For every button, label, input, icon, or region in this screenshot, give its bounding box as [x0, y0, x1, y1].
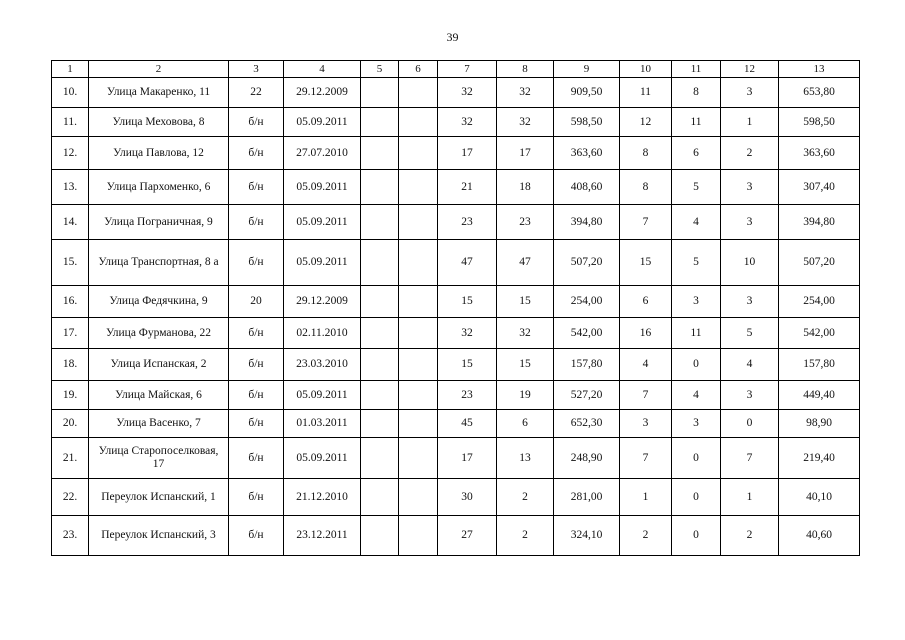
- table-cell: 542,00: [554, 318, 620, 349]
- table-row: [52, 410, 860, 438]
- table-cell: 3: [721, 205, 779, 240]
- table-cell: 23.03.2010: [284, 349, 361, 381]
- table-cell: 21.12.2010: [284, 479, 361, 516]
- table-cell: 5: [672, 240, 721, 286]
- table-cell: 01.03.2011: [284, 410, 361, 438]
- table-cell: 3: [672, 286, 721, 318]
- table-cell: 507,20: [779, 240, 860, 286]
- table-cell: 0: [721, 410, 779, 438]
- table-cell: 23: [438, 205, 497, 240]
- page-number: 39: [446, 30, 459, 44]
- table-cell: б/н: [229, 318, 284, 349]
- table-cell: [399, 170, 438, 205]
- table-cell: 11: [672, 108, 721, 137]
- table-cell: 8: [672, 78, 721, 108]
- housing-registry-table: [51, 60, 860, 556]
- table-cell: [399, 286, 438, 318]
- table-row: [52, 240, 860, 286]
- table-cell: 363,60: [779, 137, 860, 170]
- table-cell: 1: [620, 479, 672, 516]
- table-cell: 2: [497, 516, 554, 556]
- table-cell: [361, 516, 399, 556]
- table-cell: 0: [672, 349, 721, 381]
- table-cell: б/н: [229, 381, 284, 410]
- table-cell: 32: [497, 108, 554, 137]
- table-cell: 2: [497, 479, 554, 516]
- table-cell: 254,00: [779, 286, 860, 318]
- address-cell: Переулок Испанский, 1: [89, 479, 229, 516]
- table-cell: 21: [438, 170, 497, 205]
- table-cell: 98,90: [779, 410, 860, 438]
- address-cell: Улица Федячкина, 9: [89, 286, 229, 318]
- table-cell: 3: [721, 286, 779, 318]
- table-cell: 3: [620, 410, 672, 438]
- table-cell: 248,90: [554, 438, 620, 479]
- table-cell: 0: [672, 479, 721, 516]
- table-cell: 05.09.2011: [284, 381, 361, 410]
- address-cell: Улица Транспортная, 8 а: [89, 240, 229, 286]
- table-cell: 30: [438, 479, 497, 516]
- table-cell: 8: [620, 170, 672, 205]
- table-cell: б/н: [229, 108, 284, 137]
- table-cell: [361, 108, 399, 137]
- table-cell: 17: [497, 137, 554, 170]
- table-cell: 13: [497, 438, 554, 479]
- table-cell: 15: [620, 240, 672, 286]
- table-cell: [361, 240, 399, 286]
- table-cell: 12: [620, 108, 672, 137]
- table-cell: 05.09.2011: [284, 438, 361, 479]
- table-cell: 23.: [52, 516, 89, 556]
- column-header: 12: [721, 61, 779, 78]
- table-cell: [399, 205, 438, 240]
- table-cell: б/н: [229, 205, 284, 240]
- table-cell: б/н: [229, 410, 284, 438]
- table-cell: 7: [620, 438, 672, 479]
- table-cell: 21.: [52, 438, 89, 479]
- table-cell: 1: [721, 479, 779, 516]
- table-cell: б/н: [229, 516, 284, 556]
- table-cell: 7: [620, 205, 672, 240]
- table-cell: 19: [497, 381, 554, 410]
- table-cell: 598,50: [554, 108, 620, 137]
- table-cell: б/н: [229, 137, 284, 170]
- table-cell: [399, 137, 438, 170]
- table-cell: [361, 410, 399, 438]
- table-cell: 652,30: [554, 410, 620, 438]
- table-cell: 18: [497, 170, 554, 205]
- table-cell: 11.: [52, 108, 89, 137]
- column-header: 13: [779, 61, 860, 78]
- column-header: 6: [399, 61, 438, 78]
- address-cell: Улица Испанская, 2: [89, 349, 229, 381]
- table-cell: 17.: [52, 318, 89, 349]
- column-header: 10: [620, 61, 672, 78]
- table-cell: 32: [497, 78, 554, 108]
- table-cell: 10.: [52, 78, 89, 108]
- table-cell: 2: [721, 516, 779, 556]
- address-cell: Улица Майская, 6: [89, 381, 229, 410]
- table-cell: 2: [721, 137, 779, 170]
- table-cell: 157,80: [779, 349, 860, 381]
- table-row: [52, 349, 860, 381]
- table-row: [52, 108, 860, 137]
- table-cell: [361, 205, 399, 240]
- table-cell: 15: [497, 349, 554, 381]
- table-cell: б/н: [229, 479, 284, 516]
- column-header: 11: [672, 61, 721, 78]
- table-cell: 29.12.2009: [284, 78, 361, 108]
- table-cell: 19.: [52, 381, 89, 410]
- table-cell: 29.12.2009: [284, 286, 361, 318]
- address-cell: Улица Старопоселковая, 17: [89, 438, 229, 479]
- table-cell: 3: [672, 410, 721, 438]
- table-cell: 15.: [52, 240, 89, 286]
- table-cell: 527,20: [554, 381, 620, 410]
- table-cell: б/н: [229, 349, 284, 381]
- table-cell: 3: [721, 170, 779, 205]
- table-cell: 3: [721, 78, 779, 108]
- table-cell: 12.: [52, 137, 89, 170]
- table-cell: 0: [672, 438, 721, 479]
- column-header: 7: [438, 61, 497, 78]
- table-cell: [361, 349, 399, 381]
- table-cell: 4: [620, 349, 672, 381]
- address-cell: Переулок Испанский, 3: [89, 516, 229, 556]
- table-cell: 18.: [52, 349, 89, 381]
- table-cell: 27: [438, 516, 497, 556]
- table-cell: [399, 479, 438, 516]
- table-cell: [399, 349, 438, 381]
- column-header: 8: [497, 61, 554, 78]
- table-cell: [361, 318, 399, 349]
- table-cell: 6: [620, 286, 672, 318]
- table-cell: 4: [721, 349, 779, 381]
- table-cell: [399, 78, 438, 108]
- table-cell: 0: [672, 516, 721, 556]
- table-cell: 47: [438, 240, 497, 286]
- table-cell: 32: [438, 108, 497, 137]
- table-row: [52, 516, 860, 556]
- table-cell: [399, 516, 438, 556]
- table-cell: 1: [721, 108, 779, 137]
- table-cell: 22.: [52, 479, 89, 516]
- table-cell: 40,10: [779, 479, 860, 516]
- table-cell: 909,50: [554, 78, 620, 108]
- table-cell: 157,80: [554, 349, 620, 381]
- address-cell: Улица Макаренко, 11: [89, 78, 229, 108]
- table-row: [52, 137, 860, 170]
- table-cell: 17: [438, 438, 497, 479]
- table-row: [52, 78, 860, 108]
- table-cell: 5: [672, 170, 721, 205]
- table-cell: 2: [620, 516, 672, 556]
- table-cell: 5: [721, 318, 779, 349]
- table-cell: 6: [497, 410, 554, 438]
- table-cell: 653,80: [779, 78, 860, 108]
- table-cell: 542,00: [779, 318, 860, 349]
- table-cell: 219,40: [779, 438, 860, 479]
- table-cell: 598,50: [779, 108, 860, 137]
- column-header: 4: [284, 61, 361, 78]
- table-cell: 10: [721, 240, 779, 286]
- table-cell: 11: [620, 78, 672, 108]
- column-header: 9: [554, 61, 620, 78]
- table-cell: 11: [672, 318, 721, 349]
- column-header: 1: [52, 61, 89, 78]
- table-row: [52, 170, 860, 205]
- table-cell: 307,40: [779, 170, 860, 205]
- table-cell: 3: [721, 381, 779, 410]
- table-cell: 281,00: [554, 479, 620, 516]
- table-cell: 32: [497, 318, 554, 349]
- table-cell: 15: [438, 349, 497, 381]
- table-cell: 449,40: [779, 381, 860, 410]
- table-cell: 16.: [52, 286, 89, 318]
- table-cell: [399, 240, 438, 286]
- table-cell: 507,20: [554, 240, 620, 286]
- table-row: [52, 381, 860, 410]
- table-cell: 408,60: [554, 170, 620, 205]
- table-cell: 4: [672, 381, 721, 410]
- table-cell: 47: [497, 240, 554, 286]
- table-cell: 254,00: [554, 286, 620, 318]
- table-cell: 394,80: [554, 205, 620, 240]
- table-cell: 363,60: [554, 137, 620, 170]
- table-cell: 6: [672, 137, 721, 170]
- address-cell: Улица Васенко, 7: [89, 410, 229, 438]
- table-cell: 45: [438, 410, 497, 438]
- table-cell: 7: [721, 438, 779, 479]
- column-header: 2: [89, 61, 229, 78]
- table-cell: 23.12.2011: [284, 516, 361, 556]
- table-cell: б/н: [229, 438, 284, 479]
- table-cell: [399, 381, 438, 410]
- table-row: [52, 479, 860, 516]
- table-cell: [361, 170, 399, 205]
- table-cell: 14.: [52, 205, 89, 240]
- table-cell: [399, 108, 438, 137]
- table-row: [52, 438, 860, 479]
- address-cell: Улица Павлова, 12: [89, 137, 229, 170]
- table-cell: б/н: [229, 240, 284, 286]
- table-cell: [361, 479, 399, 516]
- table-cell: 7: [620, 381, 672, 410]
- table-row: [52, 318, 860, 349]
- table-cell: 394,80: [779, 205, 860, 240]
- table-cell: [361, 438, 399, 479]
- column-header: 3: [229, 61, 284, 78]
- table-cell: 02.11.2010: [284, 318, 361, 349]
- table-cell: 20.: [52, 410, 89, 438]
- table-cell: [361, 137, 399, 170]
- table-cell: 32: [438, 78, 497, 108]
- table-cell: 23: [497, 205, 554, 240]
- table-cell: 05.09.2011: [284, 170, 361, 205]
- address-cell: Улица Пограничная, 9: [89, 205, 229, 240]
- table-cell: [361, 381, 399, 410]
- table-cell: 16: [620, 318, 672, 349]
- table-cell: 05.09.2011: [284, 108, 361, 137]
- table-cell: [399, 318, 438, 349]
- address-cell: Улица Фурманова, 22: [89, 318, 229, 349]
- address-cell: Улица Меховова, 8: [89, 108, 229, 137]
- table-cell: 4: [672, 205, 721, 240]
- table-cell: 05.09.2011: [284, 240, 361, 286]
- table-cell: 15: [497, 286, 554, 318]
- table-cell: 20: [229, 286, 284, 318]
- table-cell: 17: [438, 137, 497, 170]
- header-row: [52, 61, 860, 78]
- table-cell: 40,60: [779, 516, 860, 556]
- table-row: [52, 286, 860, 318]
- table-cell: 324,10: [554, 516, 620, 556]
- table-cell: [399, 410, 438, 438]
- table-cell: [399, 438, 438, 479]
- table-cell: б/н: [229, 170, 284, 205]
- table-cell: 32: [438, 318, 497, 349]
- table-cell: 23: [438, 381, 497, 410]
- table-cell: 27.07.2010: [284, 137, 361, 170]
- address-cell: Улица Пархоменко, 6: [89, 170, 229, 205]
- table-cell: [361, 286, 399, 318]
- table-cell: 15: [438, 286, 497, 318]
- column-header: 5: [361, 61, 399, 78]
- table-cell: 05.09.2011: [284, 205, 361, 240]
- table-cell: [361, 78, 399, 108]
- table-cell: 8: [620, 137, 672, 170]
- table-cell: 22: [229, 78, 284, 108]
- table-cell: 13.: [52, 170, 89, 205]
- table-row: [52, 205, 860, 240]
